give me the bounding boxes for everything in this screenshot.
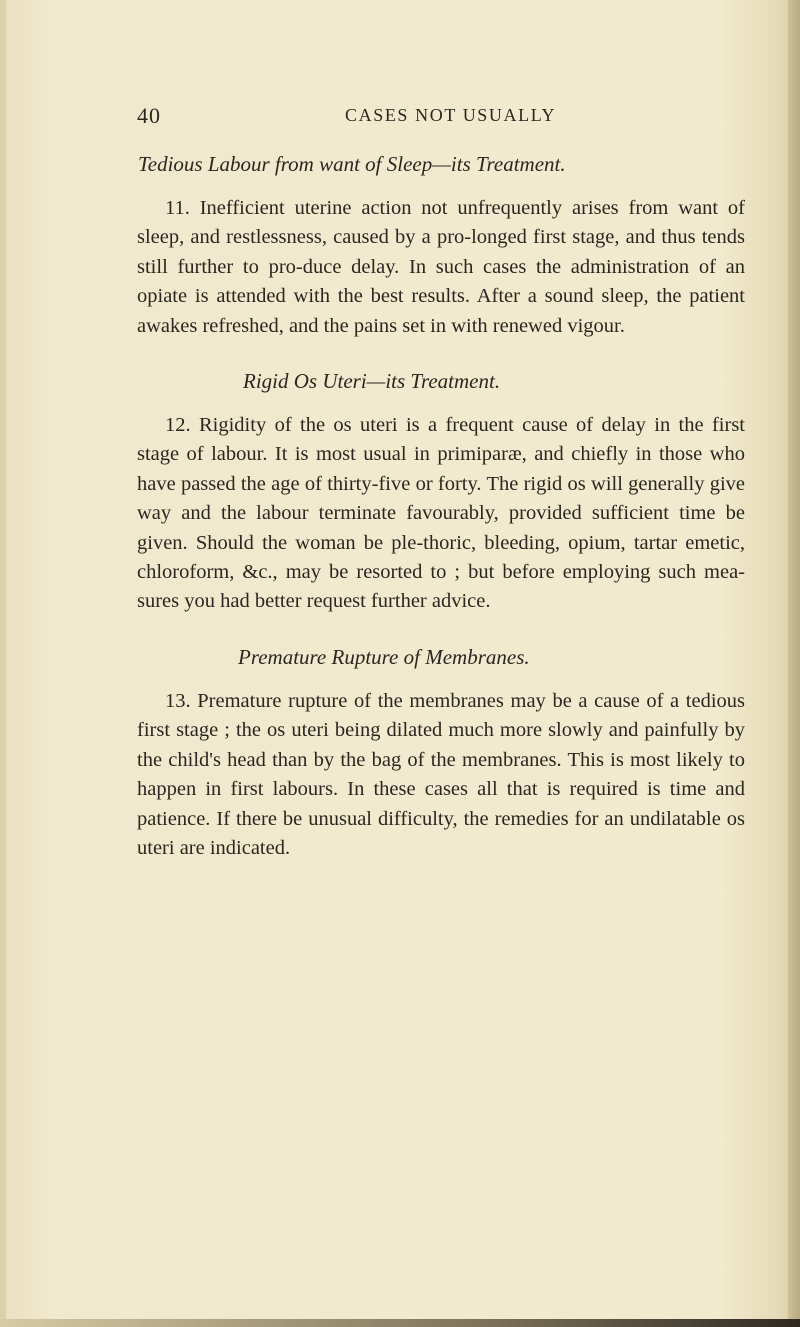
section-paragraph: 11. Inefficient uterine action not unfrequently arises from want of sleep, and restlessness, caused by a pro-longed first stage, and thus tends still further to pro-duce delay. In such cases the administration of an opiate is attended with the best results. After a sound sleep, the patient awakes refreshed, and the pains set in with renewed vigour. [137,197,745,337]
page-number: 40 [137,103,161,128]
section-heading: Rigid Os Uteri—its Treatment. [243,369,501,394]
section-heading: Premature Rupture of Membranes. [238,644,530,669]
running-head: CASES NOT USUALLY [345,105,557,125]
section-paragraph: 13. Premature rupture of the membranes may be a cause of a tedious first stage ; the os uteri being dilated much more slowly and painfully by the child's head than by the bag of the membranes. This is most likely to happen in first labours. In these cases all that is required is time and patience. If there be unusual difficulty, the remedies for an undilatable os uteri are indicated. [137,689,745,859]
section-paragraph: 12. Rigidity of the os uteri is a frequent cause of delay in the first stage of labour. It is most usual in primiparæ, and chiefly in those who have passed the age of thirty-five or forty. The rigid os will generally give way and the labour terminate favourably, provided sufficient time be given. Should the woman be ple-thoric, bleeding, opium, tartar emetic, chloroform, &c., may be resorted to ; but before employing such mea-sures you had better request further advice. [137,414,745,613]
page-header [137,103,737,131]
page-bottom-edge [0,1319,800,1327]
section-heading: Tedious Labour from want of Sleep—its Treatment. [138,152,566,176]
page-left-edge [0,0,6,1327]
page-body [137,150,745,863]
page-right-edge [788,0,800,1327]
